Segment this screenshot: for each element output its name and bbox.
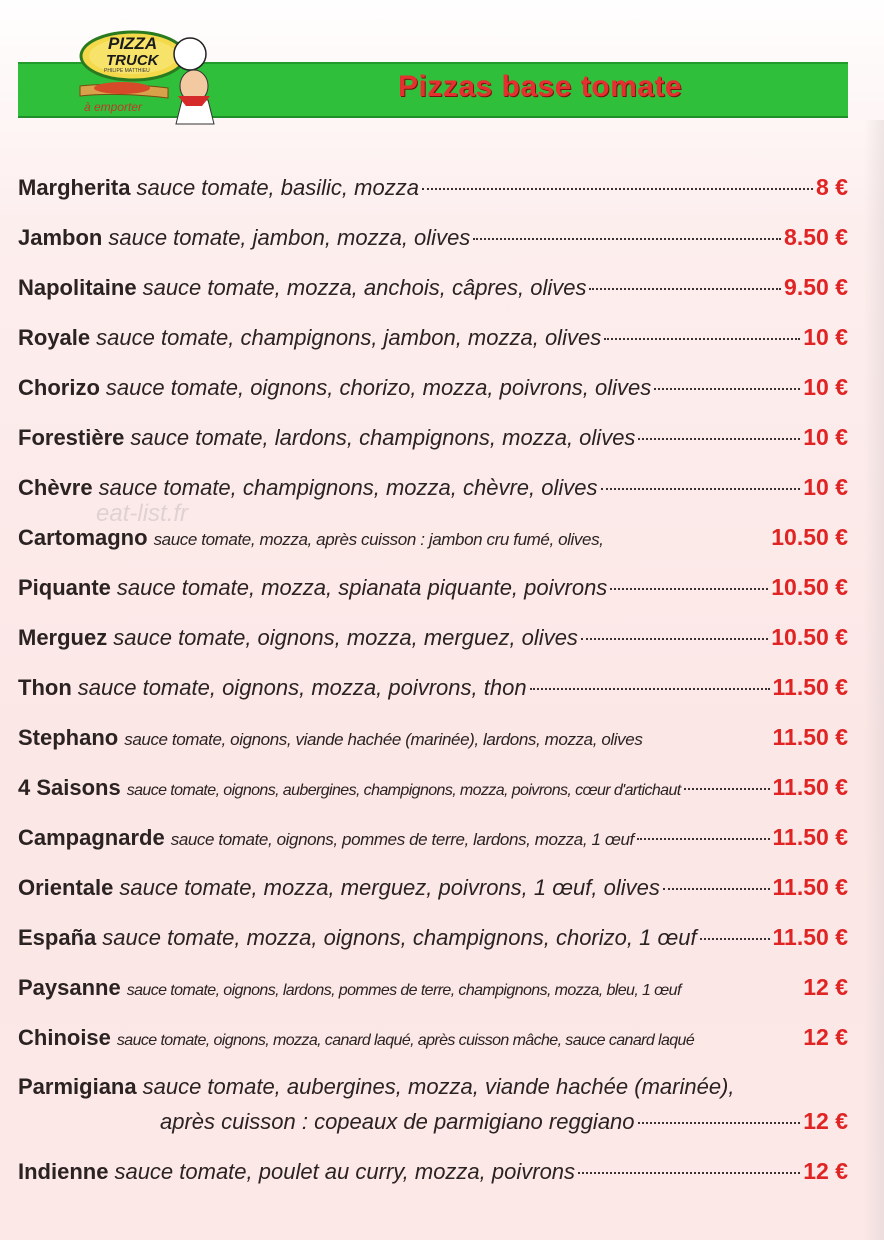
menu-item bbox=[18, 674, 848, 708]
item-price: 12 € bbox=[803, 1108, 848, 1134]
item-price: 10.50 € bbox=[771, 574, 848, 600]
item-name: Merguez bbox=[18, 625, 108, 650]
logo-tagline: à emporter bbox=[84, 100, 143, 114]
item-price: 10 € bbox=[803, 474, 848, 500]
pizza-truck-logo bbox=[78, 26, 224, 126]
menu-item bbox=[18, 324, 848, 358]
item-price: 11.50 € bbox=[772, 674, 848, 700]
item-price: 11.50 € bbox=[772, 924, 848, 950]
item-price: 12 € bbox=[803, 1158, 848, 1184]
logo-pizza-text: PIZZA bbox=[108, 34, 158, 53]
menu-item bbox=[18, 524, 848, 558]
menu-item bbox=[18, 224, 848, 258]
menu-item bbox=[18, 924, 848, 958]
item-description: sauce tomate, poulet au curry, mozza, poivrons bbox=[114, 1159, 576, 1184]
item-name: Jambon bbox=[18, 225, 103, 250]
menu-item bbox=[18, 174, 848, 208]
item-description: sauce tomate, lardons, champignons, mozza, olives bbox=[130, 425, 636, 450]
item-description: sauce tomate, oignons, mozza, canard laqué, après cuisson mâche, sauce canard laqué bbox=[116, 1032, 695, 1049]
dotted-leader bbox=[663, 888, 770, 890]
item-name: Thon bbox=[18, 675, 72, 700]
dotted-leader bbox=[638, 438, 800, 440]
dotted-leader bbox=[578, 1172, 800, 1174]
item-description-continued: après cuisson : copeaux de parmigiano reggiano bbox=[160, 1109, 635, 1134]
item-name: 4 Saisons bbox=[18, 775, 121, 800]
item-name: Chèvre bbox=[18, 475, 93, 500]
item-description: sauce tomate, basilic, mozza bbox=[136, 175, 419, 200]
item-price: 10.50 € bbox=[771, 524, 848, 550]
item-description: sauce tomate, oignons, lardons, pommes de terre, champignons, mozza, bleu, 1 œuf bbox=[126, 982, 681, 999]
menu-item bbox=[18, 424, 848, 458]
dotted-leader bbox=[473, 238, 781, 240]
menu-item-continuation bbox=[160, 1108, 848, 1142]
menu-item bbox=[18, 824, 848, 858]
item-name: España bbox=[18, 925, 97, 950]
menu-item bbox=[18, 774, 848, 808]
dotted-leader bbox=[610, 588, 768, 590]
dotted-leader bbox=[684, 788, 770, 790]
item-price: 10 € bbox=[803, 374, 848, 400]
item-description: sauce tomate, mozza, spianata piquante, poivrons bbox=[116, 575, 608, 600]
item-description: sauce tomate, aubergines, mozza, viande hachée (marinée), bbox=[142, 1074, 735, 1099]
item-name: Indienne bbox=[18, 1159, 109, 1184]
item-name: Napolitaine bbox=[18, 275, 137, 300]
dotted-leader bbox=[589, 288, 781, 290]
menu-item bbox=[18, 1024, 848, 1058]
item-name: Orientale bbox=[18, 875, 114, 900]
logo-owner-text: PHILIPE MATTHIEU bbox=[104, 68, 150, 74]
menu-item bbox=[18, 574, 848, 608]
watermark: eat-list.fr bbox=[96, 500, 189, 527]
item-name: Chinoise bbox=[18, 1025, 111, 1050]
menu-item bbox=[18, 374, 848, 408]
page-edge-shadow bbox=[864, 120, 884, 1240]
menu-item bbox=[18, 1158, 848, 1192]
item-name: Piquante bbox=[18, 575, 111, 600]
item-description: sauce tomate, oignons, pommes de terre, lardons, mozza, 1 œuf bbox=[170, 830, 634, 849]
item-price: 8.50 € bbox=[784, 224, 848, 250]
item-description: sauce tomate, mozza, oignons, champignons, chorizo, 1 œuf bbox=[102, 925, 697, 950]
menu-item bbox=[18, 874, 848, 908]
menu-item bbox=[18, 724, 848, 758]
item-price: 8 € bbox=[816, 174, 848, 200]
item-price: 12 € bbox=[803, 1024, 848, 1050]
item-description: sauce tomate, oignons, aubergines, champignons, mozza, poivrons, cœur d'artichaut bbox=[126, 782, 681, 799]
item-price: 12 € bbox=[803, 974, 848, 1000]
item-description: sauce tomate, oignons, mozza, poivrons, thon bbox=[77, 675, 527, 700]
menu-item bbox=[18, 624, 848, 658]
dotted-leader bbox=[700, 938, 770, 940]
item-description: sauce tomate, champignons, mozza, chèvre, olives bbox=[98, 475, 598, 500]
item-price: 11.50 € bbox=[772, 774, 848, 800]
item-description: sauce tomate, mozza, après cuisson : jambon cru fumé, olives, bbox=[153, 530, 604, 549]
item-name: Paysanne bbox=[18, 975, 121, 1000]
item-name: Royale bbox=[18, 325, 91, 350]
menu-item bbox=[18, 1074, 848, 1108]
menu-item bbox=[18, 974, 848, 1008]
dotted-leader bbox=[638, 1122, 801, 1124]
item-description: sauce tomate, mozza, anchois, câpres, olives bbox=[142, 275, 587, 300]
dotted-leader bbox=[604, 338, 800, 340]
item-name: Campagnarde bbox=[18, 825, 165, 850]
item-price: 11.50 € bbox=[772, 824, 848, 850]
logo-truck-text: TRUCK bbox=[106, 52, 159, 69]
item-price: 10 € bbox=[803, 324, 848, 350]
dotted-leader bbox=[601, 488, 801, 490]
dotted-leader bbox=[422, 188, 813, 190]
item-name: Cartomagno bbox=[18, 525, 148, 550]
dotted-leader bbox=[581, 638, 768, 640]
item-name: Forestière bbox=[18, 425, 125, 450]
item-price: 9.50 € bbox=[784, 274, 848, 300]
item-description: sauce tomate, oignons, chorizo, mozza, poivrons, olives bbox=[105, 375, 652, 400]
dotted-leader bbox=[637, 838, 770, 840]
item-price: 10 € bbox=[803, 424, 848, 450]
item-name: Chorizo bbox=[18, 375, 100, 400]
item-name: Stephano bbox=[18, 725, 119, 750]
item-description: sauce tomate, oignons, viande hachée (marinée), lardons, mozza, olives bbox=[124, 730, 643, 749]
item-description: sauce tomate, oignons, mozza, merguez, olives bbox=[113, 625, 578, 650]
item-description: sauce tomate, mozza, merguez, poivrons, 1 œuf, olives bbox=[119, 875, 660, 900]
dotted-leader bbox=[530, 688, 770, 690]
item-name: Margherita bbox=[18, 175, 131, 200]
section-title: Pizzas base tomate bbox=[398, 70, 683, 103]
item-description: sauce tomate, jambon, mozza, olives bbox=[108, 225, 471, 250]
item-description: sauce tomate, champignons, jambon, mozza, olives bbox=[96, 325, 602, 350]
item-price: 11.50 € bbox=[772, 724, 848, 750]
item-price: 11.50 € bbox=[772, 874, 848, 900]
item-name: Parmigiana bbox=[18, 1074, 137, 1099]
dotted-leader bbox=[654, 388, 800, 390]
item-price: 10.50 € bbox=[771, 624, 848, 650]
menu-item bbox=[18, 274, 848, 308]
